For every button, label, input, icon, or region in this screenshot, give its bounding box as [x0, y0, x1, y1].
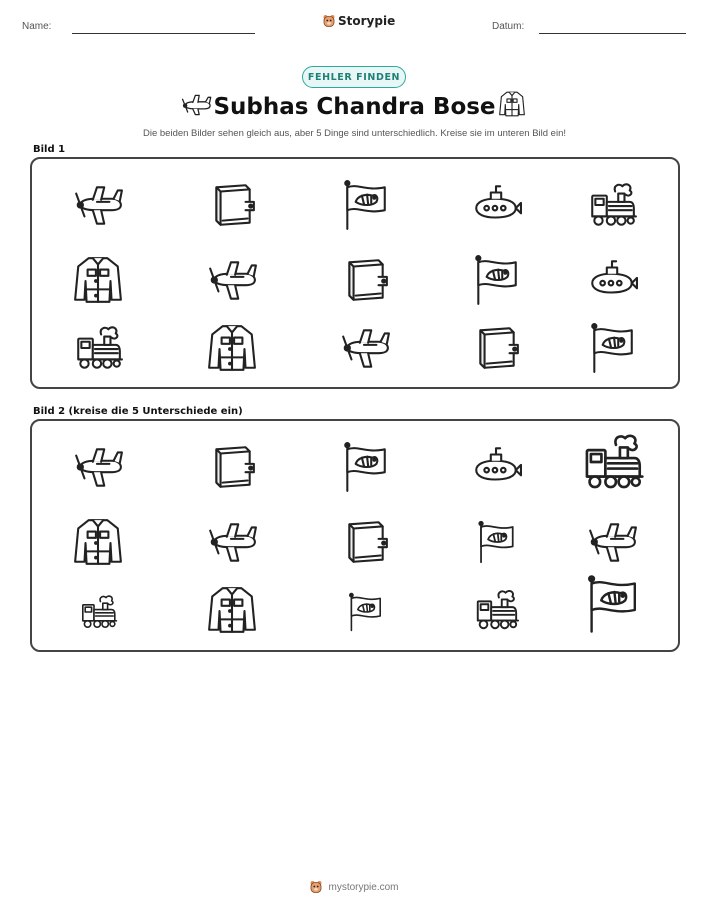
book-icon[interactable]: [206, 441, 258, 493]
tiger-flag-icon[interactable]: [339, 441, 391, 493]
plane-icon: [206, 254, 258, 306]
name-label: Name:: [22, 21, 52, 32]
picture-1-label: Bild 1: [33, 144, 66, 155]
instructions: Die beiden Bilder sehen gleich aus, aber 5 Dinge sind unterschiedlich. Kreise sie im unteren Bild ein!: [143, 128, 566, 139]
jacket-icon: [498, 90, 526, 118]
book-icon: [206, 179, 258, 231]
plane-icon[interactable]: [586, 516, 638, 568]
train-icon[interactable]: [78, 592, 118, 632]
picture-1-panel: [30, 157, 680, 389]
jacket-icon[interactable]: [206, 584, 258, 636]
train-icon[interactable]: [579, 429, 645, 495]
bear-mascot-icon: [310, 880, 322, 894]
submarine-icon: [586, 254, 638, 306]
tiger-flag-icon[interactable]: [582, 574, 642, 634]
picture-2-panel[interactable]: [30, 419, 680, 652]
book-icon[interactable]: [339, 516, 391, 568]
tiger-flag-icon[interactable]: [345, 592, 385, 632]
plane-icon[interactable]: [72, 441, 124, 493]
plane-icon: [72, 179, 124, 231]
book-icon: [339, 254, 391, 306]
book-icon: [470, 322, 522, 374]
footer: [0, 880, 709, 894]
tiger-flag-icon[interactable]: [474, 520, 518, 564]
jacket-icon: [206, 322, 258, 374]
date-line[interactable]: [539, 33, 686, 34]
worksheet-type-badge: FEHLER FINDEN: [302, 66, 406, 88]
plane-icon[interactable]: [206, 516, 258, 568]
tiger-flag-icon: [470, 254, 522, 306]
train-icon[interactable]: [472, 586, 520, 634]
page-title: Subhas Chandra Bose: [213, 94, 496, 120]
brand-logo: [323, 14, 395, 28]
submarine-icon[interactable]: [470, 441, 522, 493]
tiger-flag-icon: [339, 179, 391, 231]
bear-mascot-icon: [323, 14, 335, 28]
picture-2-label: Bild 2 (kreise die 5 Unterschiede ein): [33, 406, 243, 417]
tiger-flag-icon: [586, 322, 638, 374]
train-icon: [72, 322, 124, 374]
train-icon: [586, 179, 638, 231]
name-line[interactable]: [72, 33, 255, 34]
brand-name: Storypie: [338, 14, 396, 28]
plane-icon: [339, 322, 391, 374]
submarine-icon: [470, 179, 522, 231]
jacket-icon[interactable]: [72, 516, 124, 568]
date-label: Datum:: [492, 21, 525, 32]
footer-url: mystorypie.com: [328, 881, 399, 893]
jacket-icon: [72, 254, 124, 306]
